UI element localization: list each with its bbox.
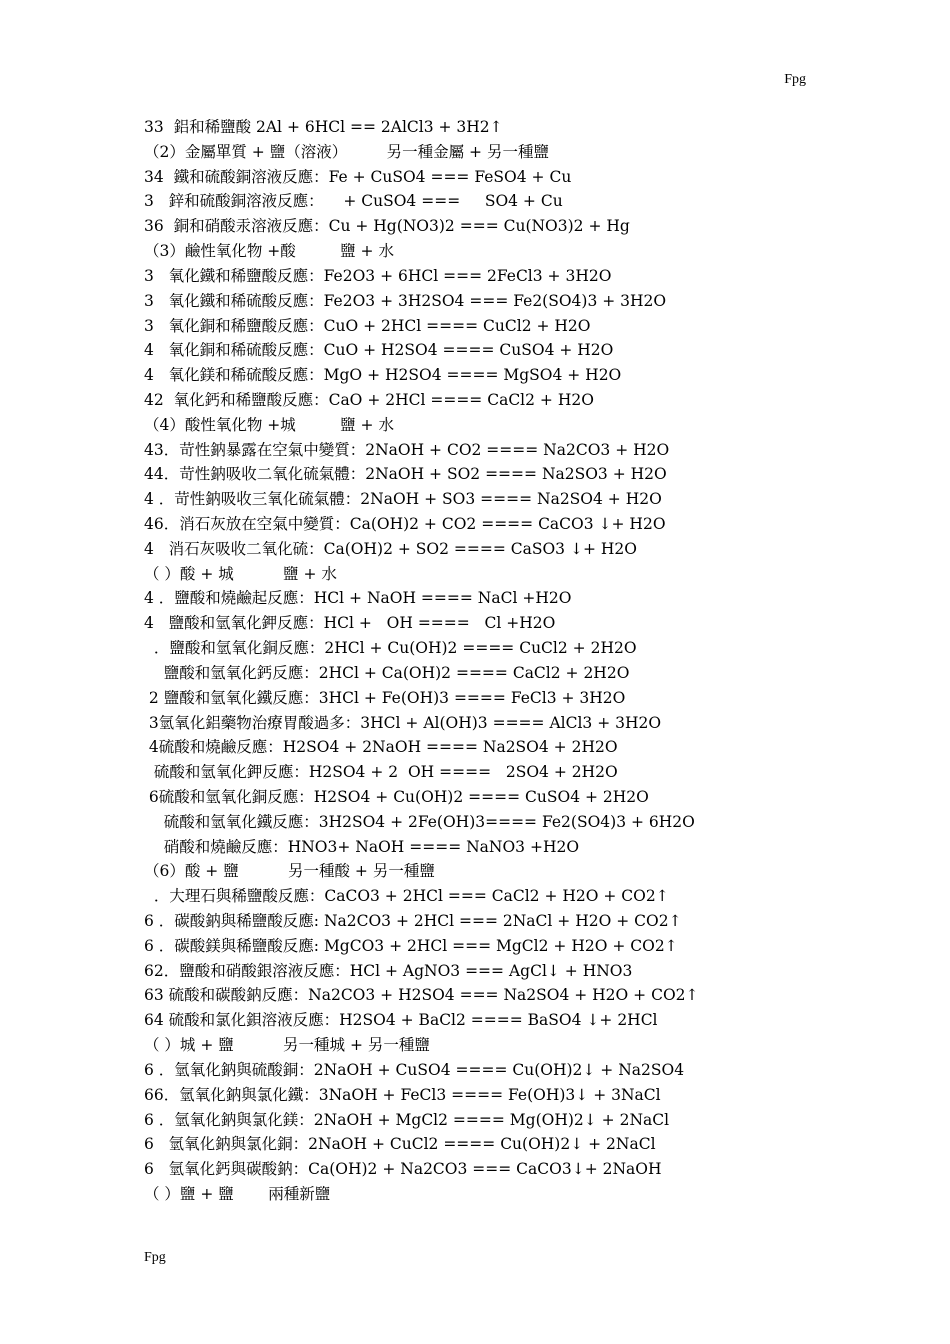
text-line: 硫酸和氫氧化鐵反應：3H2SO4 + 2Fe(OH)3==== Fe2(SO4)3 + 6H2O bbox=[144, 812, 695, 831]
section-heading: （ ）酸 + 城 鹽 + 水 bbox=[144, 564, 337, 583]
text-line: 3 氧化鐵和稀硫酸反應：Fe2O3 + 3H2SO4 === Fe2(SO4)3 + 3H2O bbox=[144, 291, 667, 310]
text-line: 4 消石灰吸收二氧化硫：Ca(OH)2 + SO2 ==== CaSO3 ↓+ H2O bbox=[144, 539, 637, 558]
text-line: 36 銅和硝酸汞溶液反應：Cu + Hg(NO3)2 === Cu(NO3)2 + Hg bbox=[144, 217, 630, 236]
text-line: 3 鋅和硫酸銅溶液反應： + CuSO4 === SO4 + Cu bbox=[144, 192, 563, 211]
text-line: 鹽酸和氫氧化鈣反應：2HCl + Ca(OH)2 ==== CaCl2 + 2H2O bbox=[144, 663, 630, 682]
section-heading: （6）酸 + 鹽 另一種酸 + 另一種鹽 bbox=[144, 862, 435, 881]
text-line: ．大理石與稀鹽酸反應：CaCO3 + 2HCl === CaCl2 + H2O + CO2↑ bbox=[144, 887, 669, 906]
text-line: 硫酸和氫氧化鉀反應：H2SO4 + 2 OH ==== 2SO4 + 2H2O bbox=[144, 763, 618, 782]
text-line: 6 氫氧化鈉與氯化銅：2NaOH + CuCl2 ==== Cu(OH)2↓ + 2NaCl bbox=[144, 1135, 656, 1154]
text-line: 硝酸和燒鹼反應：HNO3+ NaOH ==== NaNO3 +H2O bbox=[144, 837, 580, 856]
page-footer: Fpg bbox=[144, 1250, 166, 1265]
text-line: 66．氫氧化鈉與氯化鐵：3NaOH + FeCl3 ==== Fe(OH)3↓ + 3NaCl bbox=[144, 1085, 661, 1104]
text-line: 3 氧化銅和稀鹽酸反應：CuO + 2HCl ==== CuCl2 + H2O bbox=[144, 316, 591, 335]
text-line: 44．苛性鈉吸收二氧化硫氣體：2NaOH + SO2 ==== Na2SO3 + H2O bbox=[144, 465, 667, 484]
document-body bbox=[144, 115, 864, 1207]
page-header: Fpg bbox=[784, 72, 806, 87]
section-heading: （4）酸性氧化物 +城 鹽 + 水 bbox=[144, 415, 394, 434]
text-line: 6 ．碳酸鈉與稀鹽酸反應: Na2CO3 + 2HCl === 2NaCl + H2O + CO2↑ bbox=[144, 912, 682, 930]
section-heading: （2）金屬單質 + 鹽（溶液） 另一種金屬 + 另一種鹽 bbox=[144, 142, 549, 161]
text-line: 62．鹽酸和硝酸銀溶液反應：HCl + AgNO3 === AgCl↓ + HNO3 bbox=[144, 961, 633, 980]
text-line: ．鹽酸和氫氧化銅反應：2HCl + Cu(OH)2 ==== CuCl2 + 2H2O bbox=[144, 639, 637, 658]
text-line: 46．消石灰放在空氣中變質：Ca(OH)2 + CO2 ==== CaCO3 ↓+ H2O bbox=[144, 515, 666, 533]
text-line: 63 硫酸和碳酸鈉反應：Na2CO3 + H2SO4 === Na2SO4 + H2O + CO2↑ bbox=[144, 986, 699, 1005]
text-line: 6 氫氧化鈣與碳酸鈉：Ca(OH)2 + Na2CO3 === CaCO3↓+ 2NaOH bbox=[144, 1160, 662, 1179]
text-line: 4硫酸和燒鹼反應：H2SO4 + 2NaOH ==== Na2SO4 + 2H2O bbox=[144, 738, 618, 757]
text-line: 33 鋁和稀鹽酸 2Al + 6HCl == 2AlCl3 + 3H2↑ bbox=[144, 118, 503, 136]
text-line: 6 ．氫氧化鈉與硫酸銅：2NaOH + CuSO4 ==== Cu(OH)2↓ + Na2SO4 bbox=[144, 1060, 685, 1079]
text-line: 34 鐵和硫酸銅溶液反應：Fe + CuSO4 === FeSO4 + Cu bbox=[144, 167, 572, 186]
text-line: 6 ．碳酸鎂與稀鹽酸反應: MgCO3 + 2HCl === MgCl2 + H2O + CO2↑ bbox=[144, 936, 678, 955]
text-line: 42 氧化鈣和稀鹽酸反應：CaO + 2HCl ==== CaCl2 + H2O bbox=[144, 390, 594, 409]
text-line: 3氫氧化鋁藥物治療胃酸過多：3HCl + Al(OH)3 ==== AlCl3 + 3H2O bbox=[144, 713, 662, 732]
text-line: 4 ．苛性鈉吸收三氧化硫氣體：2NaOH + SO3 ==== Na2SO4 + H2O bbox=[144, 490, 662, 509]
text-line: 64 硫酸和氯化鋇溶液反應：H2SO4 + BaCl2 ==== BaSO4 ↓+ 2HCl bbox=[144, 1011, 658, 1030]
text-line: 6 ．氫氧化鈉與氯化鎂：2NaOH + MgCl2 ==== Mg(OH)2↓ + 2NaCl bbox=[144, 1110, 670, 1129]
section-heading: （ ）鹽 + 鹽 兩種新鹽 bbox=[144, 1184, 331, 1203]
text-line: 2 鹽酸和氫氧化鐵反應：3HCl + Fe(OH)3 ==== FeCl3 + 3H2O bbox=[144, 688, 626, 707]
text-line: 4 氧化鎂和稀硫酸反應：MgO + H2SO4 ==== MgSO4 + H2O bbox=[144, 366, 622, 385]
text-line: 4 鹽酸和氫氧化鉀反應：HCl + OH ==== Cl +H2O bbox=[144, 614, 556, 633]
text-line: 3 氧化鐵和稀鹽酸反應：Fe2O3 + 6HCl === 2FeCl3 + 3H2O bbox=[144, 266, 612, 285]
section-heading: （ ）城 + 鹽 另一種城 + 另一種鹽 bbox=[144, 1036, 430, 1055]
text-line: 4 ．鹽酸和燒鹼起反應：HCl + NaOH ==== NaCl +H2O bbox=[144, 589, 572, 608]
section-heading: （3）鹼性氧化物 +酸 鹽 + 水 bbox=[144, 242, 394, 261]
text-line: 43．苛性鈉暴露在空氣中變質：2NaOH + CO2 ==== Na2CO3 + H2O bbox=[144, 440, 670, 459]
text-line: 4 氧化銅和稀硫酸反應：CuO + H2SO4 ==== CuSO4 + H2O bbox=[144, 341, 614, 360]
text-line: 6硫酸和氫氧化銅反應：H2SO4 + Cu(OH)2 ==== CuSO4 + 2H2O bbox=[144, 787, 649, 806]
